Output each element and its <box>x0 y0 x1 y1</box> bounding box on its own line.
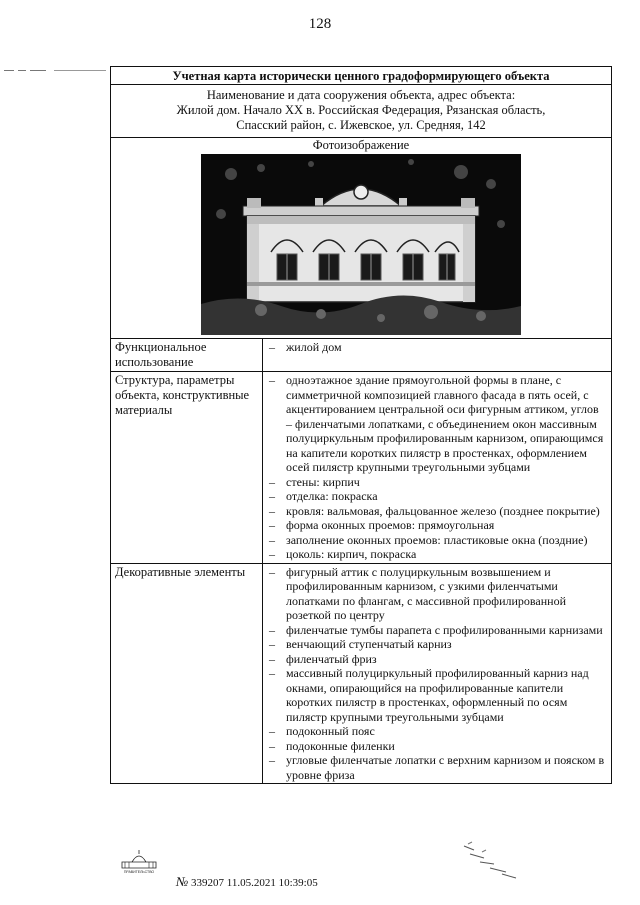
number-sign: № <box>176 874 189 889</box>
object-info-address: Спасский район, с. Ижевское, ул. Средняя, 142 <box>236 118 486 132</box>
dash: – <box>269 340 275 354</box>
list-item: – жилой дом <box>269 340 342 354</box>
government-logo <box>116 848 162 874</box>
card-title: Учетная карта исторически ценного градоформирующего объекта <box>172 69 550 83</box>
document-number <box>176 874 318 890</box>
list-item: – стены: кирпич <box>269 474 360 489</box>
object-info-heading: Наименование и дата сооружения объекта, адрес объекта: <box>206 88 516 102</box>
row-values <box>263 564 611 784</box>
building-photo <box>201 154 521 335</box>
row-functional-use <box>111 338 611 371</box>
registration-card <box>110 66 612 784</box>
row-label: Структура, параметры объекта, конструктивные материалы <box>111 372 263 563</box>
row-structure <box>111 371 611 563</box>
list-item: – кровля: вальмовая, фальцованное железо (позднее покрытие) <box>269 503 600 518</box>
row-values <box>263 372 611 563</box>
signature-mark <box>460 840 530 880</box>
list-item: – угловые филенчатые лопатки с верхним карнизом и пояском в уровне фриза <box>269 753 605 782</box>
list-item: – форма оконных проемов: прямоугольная <box>269 518 495 532</box>
photo-label: Фотоизображение <box>312 138 410 152</box>
row-decorative-elements <box>111 563 611 784</box>
photo-cell <box>111 137 611 338</box>
row-values <box>263 339 611 371</box>
list-item: – заполнение оконных проемов: пластиковые окна (поздние) <box>269 532 588 547</box>
list-item: – филенчатые тумбы парапета с профилированными карнизами <box>269 622 603 637</box>
row-label: Декоративные элементы <box>111 564 263 784</box>
document-info: 339207 11.05.2021 10:39:05 <box>191 877 318 889</box>
margin-marks <box>4 68 104 74</box>
object-info-name-date: Жилой дом. Начало XX в. Российская Федерация, Рязанская область, <box>176 103 546 117</box>
list-item: – подоконные филенки <box>269 738 395 753</box>
list-item: – цоколь: кирпич, покраска <box>269 547 417 561</box>
list-item: – фигурный аттик с полуциркульным возвышением и профилированным карнизом, с узкими филенчатыми лопатками по флангам, с массивной профилированной розеткой по центру <box>269 564 567 622</box>
row-label: Функциональное использование <box>111 339 263 371</box>
svg-text:ПРАВИТЕЛЬСТВО: ПРАВИТЕЛЬСТВО <box>123 870 155 874</box>
list-item: – филенчатый фриз <box>269 651 377 666</box>
list-item: – подоконный пояс <box>269 724 375 738</box>
list-item: – массивный полуциркульный профилированный карниз над окнами, опирающийся на профилированные капители коротких пилястр в простенках, оформленный по осям пилястр крупными треугольными зубцами <box>269 666 589 724</box>
page-number: 128 <box>308 16 332 32</box>
object-info <box>111 84 611 137</box>
list-item: – отделка: покраска <box>269 489 378 503</box>
list-item: – венчающий ступенчатый карниз <box>269 637 452 651</box>
list-item: – одноэтажное здание прямоугольной формы в плане, с симметричной композицией главного фасада в пять осей, с акцентированием центральной оси фигурным аттиком, углов – филенчатыми лопатками, с объединением окон массивным полуциркульным профилированным карнизом, опирающимся на капители коротких пилястр в простенках, оформлением осей пилястр крупными треугольными зубцами <box>269 373 604 474</box>
